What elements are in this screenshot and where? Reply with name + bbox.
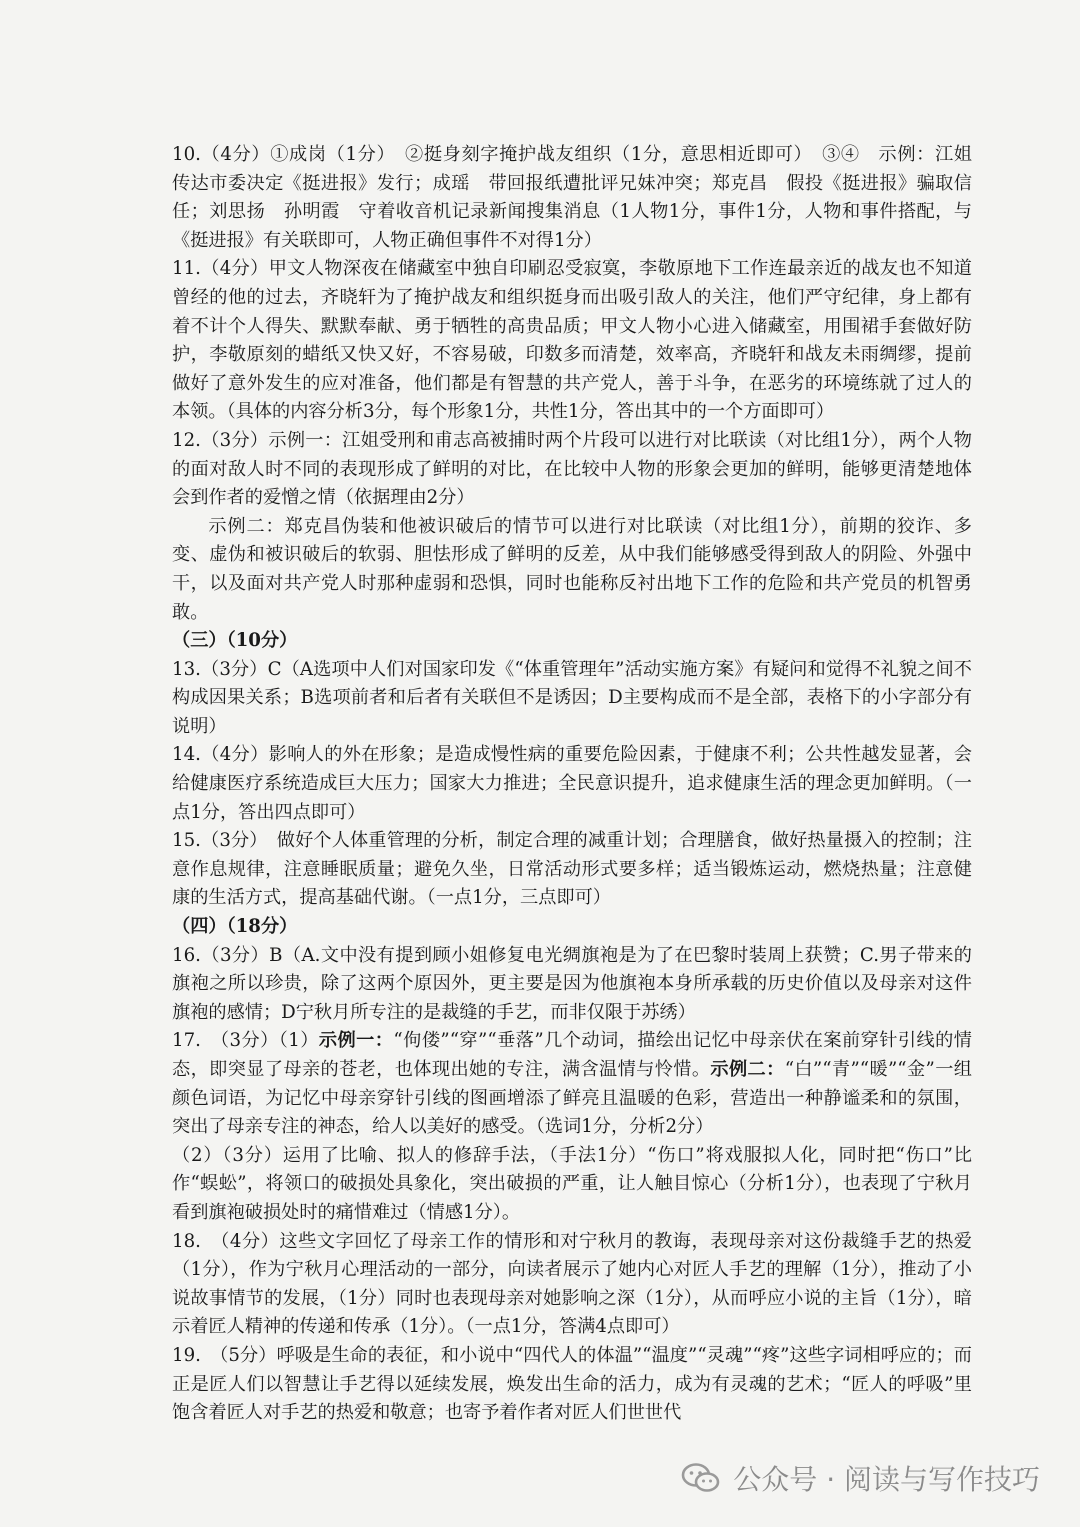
answer-q10: 10.（4分）①成岗（1分） ②挺身刻字掩护战友组织（1分，意思相近即可） ③④ 示例：江姐 传达市委决定《挺进报》发行；成瑶 带回报纸遭批评兄妹冲突；郑克昌 假投《挺进报》骗取信任；刘思扬 孙明霞 守着收音机记录新闻搜集消息（1人物1分，事件1分，人物和事件搭配，与《挺进报》有关联即可，人物正确但事件不对得1分） bbox=[172, 144, 991, 251]
watermark-text: 公众号 · 阅读与写作技巧 bbox=[733, 1463, 1040, 1496]
answer-content bbox=[172, 141, 991, 1428]
answer-q17-part1 bbox=[172, 1027, 972, 1141]
q17-prefix: 17. （3分）（1） bbox=[172, 1030, 319, 1052]
q17-example2-label: 示例二： bbox=[710, 1059, 785, 1080]
section-heading-4: （四）（18分） bbox=[172, 916, 298, 938]
answer-q13: 13.（3分）C（A选项中人们对国家印发《“体重管理年”活动实施方案》有疑问和觉得不礼貌之间不构成因果关系；B选项前者和后者有关联但不是诱因；D主要构成而不是全部，表格下的小字部分有说明） bbox=[172, 658, 972, 737]
watermark bbox=[681, 1457, 1040, 1499]
answer-q12-example2: 示例二：郑克昌伪装和他被识破后的情节可以进行对比联读（对比组1分），前期的狡诈、多变、虚伪和被识破后的软弱、胆怯形成了鲜明的反差，从中我们能够感受得到敌人的阴险、外强中干，以及面对共产党人时那种虚弱和恐惧，同时也能称反衬出地下工作的危险和共产党员的机智勇敢。 bbox=[172, 515, 972, 623]
answer-q16: 16.（3分）B（A.文中没有提到顾小姐修复电光绸旗袍是为了在巴黎时装周上获赞；C.男子带来的旗袍之所以珍贵，除了这两个原因外，更主要是因为他旗袍本身所承载的历史价值以及母亲对这件旗袍的感情；D宁秋月所专注的是裁缝的手艺，而非仅限于苏绣） bbox=[172, 944, 972, 1023]
wechat-icon bbox=[681, 1462, 721, 1494]
answer-q17-part2: （2）（3分）运用了比喻、拟人的修辞手法，（手法1分）“伤口”将戏服拟人化，同时把“伤口”比作“蜈蚣”，将领口的破损处具象化，突出破损的严重，让人触目惊心（分析1分），也表现了宁秋月看到旗袍破损处时的痛惜难过（情感1分）。 bbox=[172, 1144, 972, 1223]
answer-q11: 11.（4分）甲文人物深夜在储藏室中独自印刷忍受寂寞，李敬原地下工作连最亲近的战友也不知道曾经的他的过去，齐晓轩为了掩护战友和组织挺身而出吸引敌人的关注，他们严守纪律，身上都有着不计个人得失、默默奉献、勇于牺牲的高贵品质；甲文人物小心进入储藏室，用围裙手套做好防护，李敬原刻的蜡纸又快又好，不容易破，印数多而清楚，效率高，齐晓轩和战友未雨绸缪，提前做好了意外发生的应对准备，他们都是有智慧的共产党人，善于斗争，在恶劣的环境练就了过人的本领。（具体的内容分析3分，每个形象1分，共性1分，答出其中的一个方面即可） bbox=[172, 258, 972, 423]
q17-example1-text: “佝偻”“穿”“垂落”几个动词，描绘出记忆中母亲伏在案前穿针引线的情态，即突显了母亲的苍老，也体现出她的专注，满含温情与怜惜。 bbox=[172, 1030, 972, 1080]
answer-q12-example1: 12.（3分）示例一：江姐受刑和甫志高被捕时两个片段可以进行对比联读（对比组1分），两个人物的面对敌人时不同的表现形成了鲜明的对比，在比较中人物的形象会更加的鲜明，能够更清楚地体会到作者的爱憎之情（依据理由2分） bbox=[172, 429, 972, 509]
section-heading-3: （三）（10分） bbox=[172, 630, 298, 652]
answer-q18: 18. （4分）这些文字回忆了母亲工作的情形和对宁秋月的教诲，表现母亲对这份裁缝手艺的热爱（1分），作为宁秋月心理活动的一部分，向读者展示了她内心对匠人手艺的理解（1分），推动了小说故事情节的发展，（1分）同时也表现母亲对她影响之深（1分），从而呼应小说的主旨（1分），暗示着匠人精神的传递和传承（1分）。（一点1分，答满4点即可） bbox=[172, 1230, 972, 1338]
answer-q14: 14.（4分）影响人的外在形象；是造成慢性病的重要危险因素，于健康不利；公共性越发显著，会给健康医疗系统造成巨大压力；国家大力推进；全民意识提升，追求健康生活的理念更加鲜明。（一点1分，答出四点即可） bbox=[172, 744, 972, 823]
answer-q15: 15.（3分） 做好个人体重管理的分析，制定合理的减重计划；合理膳食，做好热量摄入的控制；注意作息规律，注意睡眠质量；避免久坐，日常活动形式要多样；适当锻炼运动，燃烧热量；注意健康的生活方式，提高基础代谢。（一点1分，三点即可） bbox=[172, 830, 972, 909]
answer-q19: 19. （5分）呼吸是生命的表征，和小说中“四代人的体温”“温度”“灵魂”“疼”这些字词相呼应的；而正是匠人们以智慧让手艺得以延续发展，焕发出生命的活力，成为有灵魂的艺术；“匠人的呼吸”里饱含着匠人对手艺的热爱和敬意；也寄予着作者对匠人们世世代 bbox=[172, 1344, 972, 1424]
q17-example2-text: “白”“青”“暖”“金”一组颜色词语，为记忆中母亲穿针引线的图画增添了鲜亮且温暖的色彩，营造出一种静谧柔和的氛围，突出了母亲专注的神态，给人以美好的感受。（选词1分，分析2分） bbox=[172, 1059, 972, 1138]
q17-example1-label: 示例一： bbox=[318, 1030, 394, 1052]
